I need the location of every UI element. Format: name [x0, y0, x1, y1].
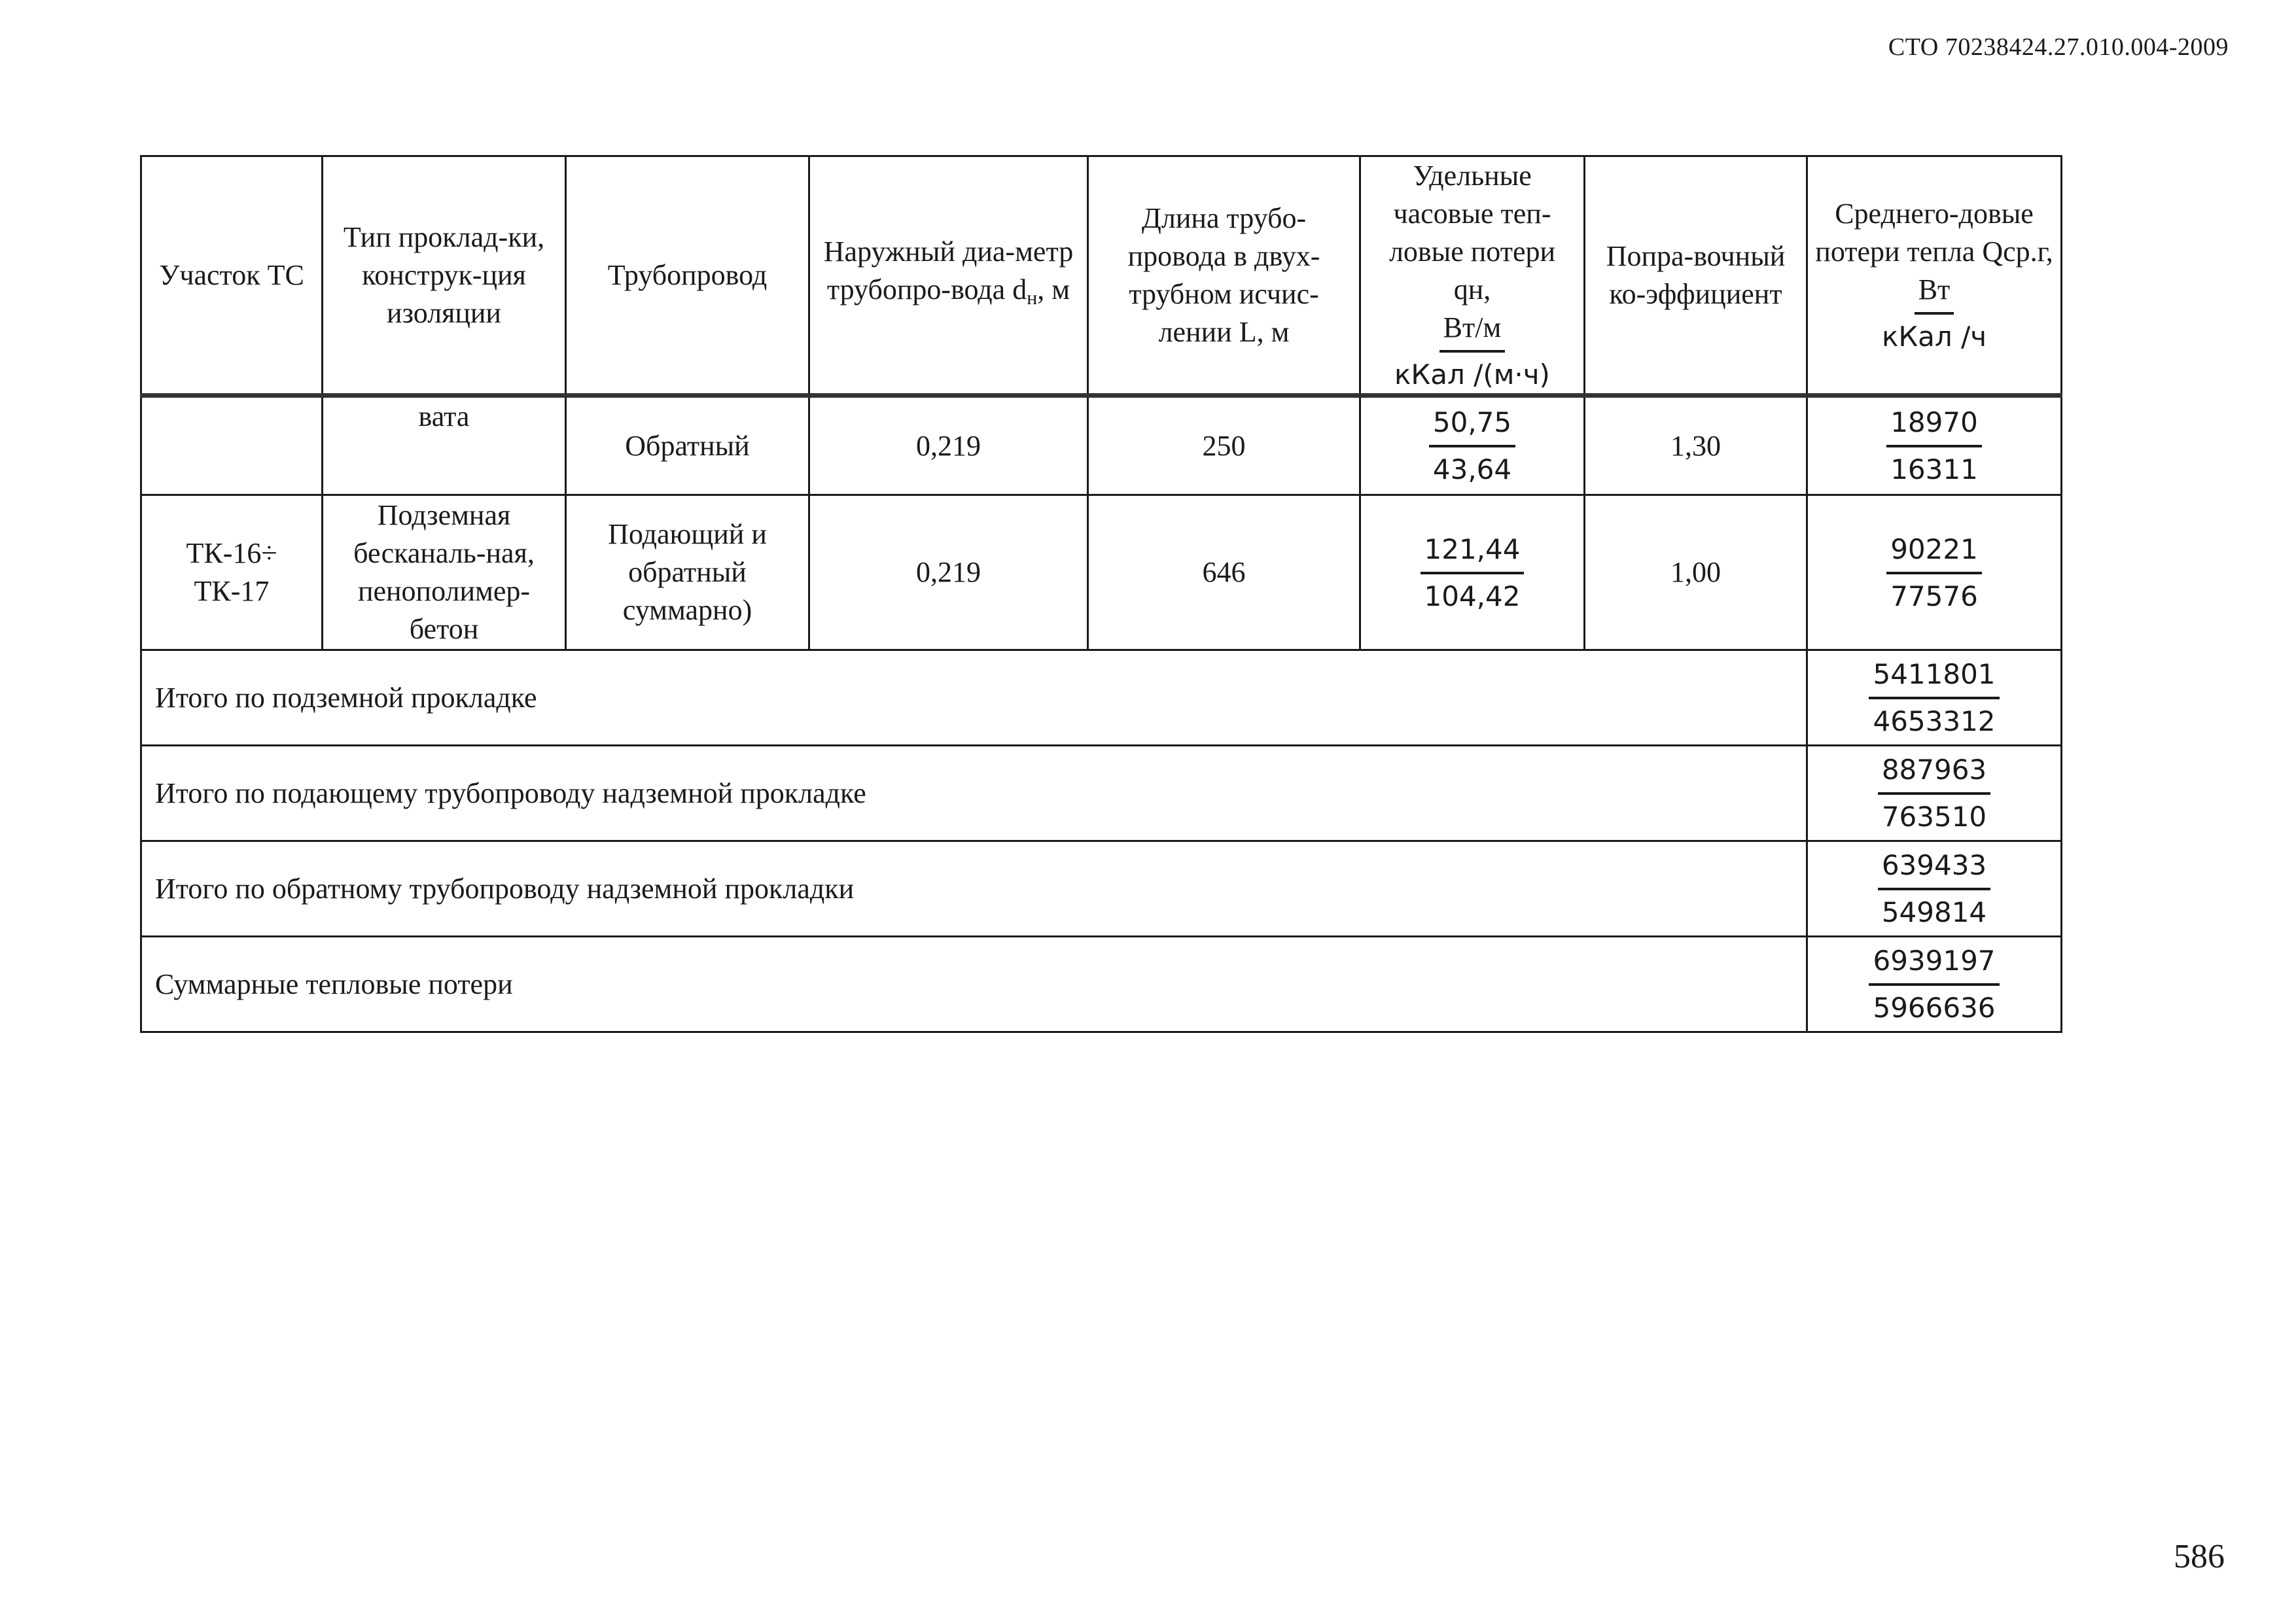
- heat-loss-table: [140, 155, 2062, 1033]
- col-header-diameter: Наружный диа-метр трубопро-вода $d_н$, м: [809, 156, 1088, 396]
- total-label: Суммарные тепловые потери: [141, 937, 1807, 1032]
- cell-laying-type: вата: [323, 396, 566, 495]
- cell-coefficient: 1,30: [1585, 396, 1807, 495]
- specific-loss-unit: $\frac{Вт/м}{\text{кКал /(м·ч)}}$: [1390, 309, 1554, 393]
- cell-pipeline: Подающий и обратный суммарно): [566, 495, 809, 650]
- total-label: Итого по обратному трубопроводу надземной прокладки: [141, 841, 1807, 937]
- cell-pipeline: Обратный: [566, 396, 809, 495]
- cell-specific-loss: $\frac{121,44}{104,42}$: [1360, 495, 1585, 650]
- cell-laying-type: Подземная бесканаль-ная, пенополимер-бетон: [323, 495, 566, 650]
- total-row-supply-overground: [141, 746, 2062, 841]
- col-header-annual-loss: Среднего-довые потери тепла Qср.г, $\frac{Вт}{\text{кКал /ч}}$: [1807, 156, 2062, 396]
- col-header-section: Участок ТС: [141, 156, 323, 396]
- cell-diameter: 0,219: [809, 495, 1088, 650]
- annual-loss-unit: $\frac{Вт}{\text{кКал /ч}}$: [1878, 271, 1990, 355]
- cell-length: 250: [1088, 396, 1360, 495]
- total-label: Итого по подающему трубопроводу надземной прокладке: [141, 746, 1807, 841]
- table-header-row: [141, 156, 2062, 396]
- cell-annual-loss: $\frac{90221}{77576}$: [1807, 495, 2062, 650]
- cell-section: [141, 396, 323, 495]
- total-row-return-overground: [141, 841, 2062, 937]
- cell-length: 646: [1088, 495, 1360, 650]
- cell-specific-loss: $\frac{50,75}{43,64}$: [1360, 396, 1585, 495]
- cell-annual-loss: $\frac{18970}{16311}$: [1807, 396, 2062, 495]
- total-row-grand: [141, 937, 2062, 1032]
- table-row: [141, 495, 2062, 650]
- cell-section: ТК-16÷ ТК-17: [141, 495, 323, 650]
- total-value: $\frac{887963}{763510}$: [1807, 746, 2062, 841]
- col-header-coefficient: Попра-вочный ко-эффициент: [1585, 156, 1807, 396]
- cell-diameter: 0,219: [809, 396, 1088, 495]
- col-header-laying-type: Тип проклад-ки, конструк-ция изоляции: [323, 156, 566, 396]
- col-header-specific-loss: Удельные часовые теп-ловые потери qн, $\frac{Вт/м}{\text{кКал /(м·ч)}}$: [1360, 156, 1585, 396]
- col-header-length: Длина трубо-провода в двух-трубном исчис-лении L, м: [1088, 156, 1360, 396]
- total-value: $\frac{5411801}{4653312}$: [1807, 650, 2062, 746]
- total-row-underground: [141, 650, 2062, 746]
- total-value: $\frac{639433}{549814}$: [1807, 841, 2062, 937]
- total-value: $\frac{6939197}{5966636}$: [1807, 937, 2062, 1032]
- document-code: СТО 70238424.27.010.004-2009: [1888, 33, 2229, 61]
- cell-coefficient: 1,00: [1585, 495, 1807, 650]
- page-number: 586: [2174, 1538, 2225, 1575]
- col-header-pipeline: Трубопровод: [566, 156, 809, 396]
- total-label: Итого по подземной прокладке: [141, 650, 1807, 746]
- table-row: [141, 396, 2062, 495]
